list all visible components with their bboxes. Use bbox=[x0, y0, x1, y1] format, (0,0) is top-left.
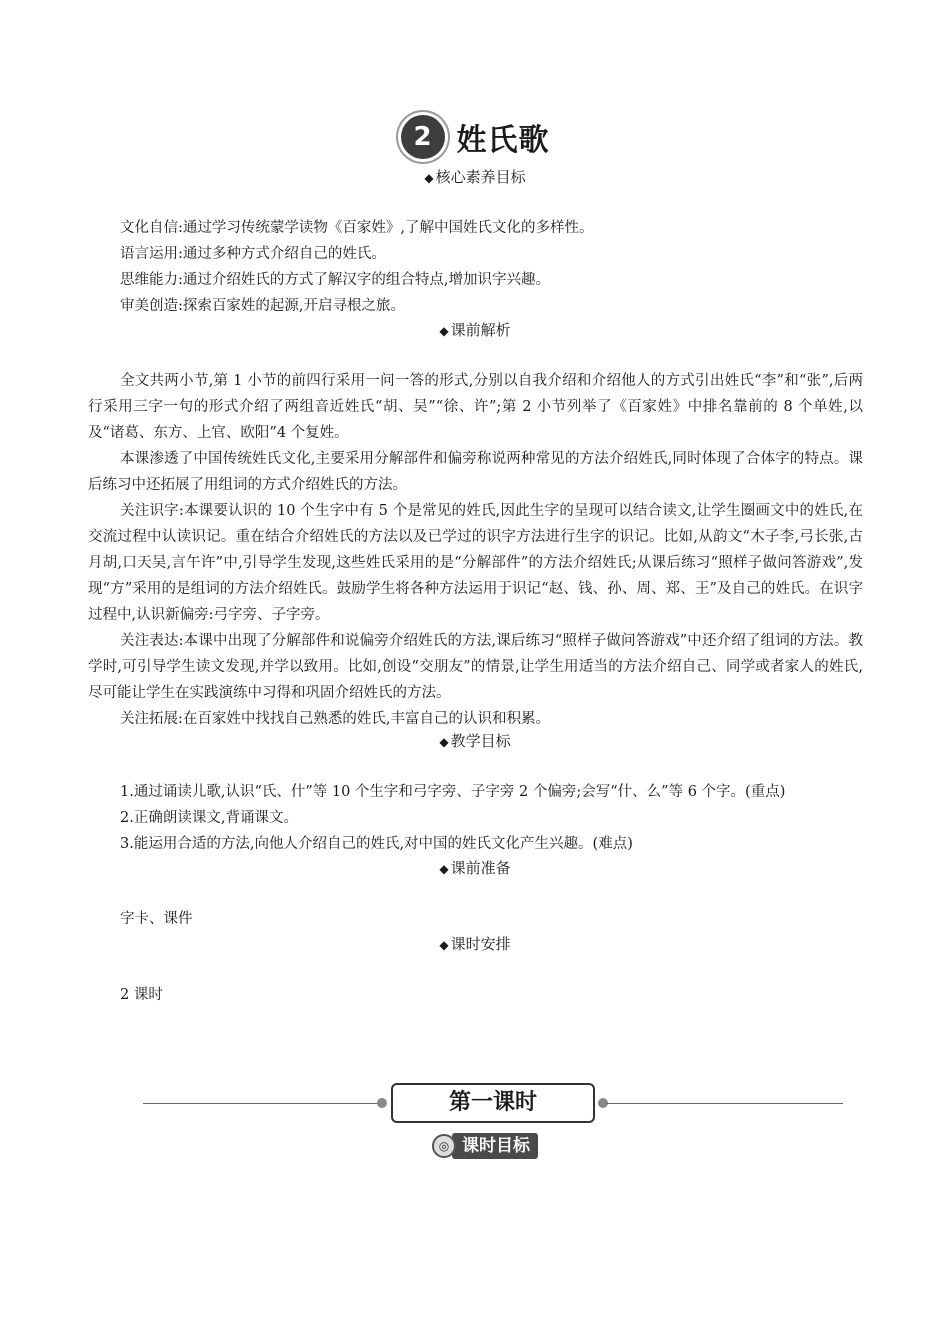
section-heading-core: ◆ 核心素养目标 bbox=[424, 168, 526, 186]
lesson-divider bbox=[143, 1083, 843, 1123]
target-icon: ◎ bbox=[432, 1134, 456, 1158]
core-item: 语言运用:通过多种方式介绍自己的姓氏。 bbox=[120, 246, 386, 262]
diamond-icon: ◆ bbox=[439, 324, 449, 338]
diamond-icon: ◆ bbox=[439, 735, 449, 749]
lesson-number-badge: 2 bbox=[401, 115, 445, 159]
analysis-block bbox=[88, 368, 863, 732]
lesson-goal-label: 课时目标 bbox=[452, 1133, 538, 1159]
divider-dot-left bbox=[377, 1098, 387, 1108]
lesson-period-title: 第一课时 bbox=[391, 1083, 595, 1123]
goal-item: 2.正确朗读课文,背诵课文。 bbox=[120, 810, 298, 826]
section-heading-prep: ◆ 课前准备 bbox=[439, 859, 511, 877]
analysis-paragraph: 关注表达:本课中出现了分解部件和说偏旁介绍姓氏的方法,课后练习“照样子做问答游戏”中还介绍了组词的方法。教学时,可引导学生读文发现,并学以致用。比如,创设“交朋友”的情景,让学生用适当的方法介绍自己、同学或者家人的姓氏,尽可能让学生在实践演练中习得和巩固介绍姓氏的方法。 bbox=[88, 633, 863, 701]
goal-item: 1.通过诵读儿歌,认识“氏、什”等 10 个生字和弓字旁、子字旁 2 个偏旁;会写“什、么”等 6 个字。(重点) bbox=[120, 784, 786, 800]
analysis-paragraph: 关注识字:本课要认识的 10 个生字中有 5 个是常见的姓氏,因此生字的呈现可以结合读文,让学生圈画文中的姓氏,在交流过程中认读识记。重在结合介绍姓氏的方法以及已学过的识字方法进行生字的识记。比如,从韵文“木子李,弓长张,古月胡,口天吴,言午许”中,引导学生发现,这些姓氏采用的是“分解部件”的方法介绍姓氏;从课后练习“照样子做问答游戏”,发现“方”采用的是组词的方法介绍姓氏。鼓励学生将各种方法运用于识记“赵、钱、孙、周、郑、王”及自己的姓氏。在识字过程中,认识新偏旁:弓字旁、子字旁。 bbox=[88, 503, 863, 623]
schedule-block bbox=[88, 982, 863, 1008]
diamond-icon: ◆ bbox=[439, 862, 449, 876]
core-item: 思维能力:通过介绍姓氏的方式了解汉字的组合特点,增加识字兴趣。 bbox=[120, 272, 550, 288]
goal-item: 3.能运用合适的方法,向他人介绍自己的姓氏,对中国的姓氏文化产生兴趣。(难点) bbox=[120, 836, 633, 852]
lesson-title bbox=[0, 115, 950, 159]
analysis-paragraph: 全文共两小节,第 1 小节的前四行采用一问一答的形式,分别以自我介绍和介绍他人的方式引出姓氏“李”和“张”,后两行采用三字一句的形式介绍了两组音近姓氏“胡、吴”“徐、许”;第 2 小节列举了《百家姓》中排名靠前的 8 个单姓,以及“诸葛、东方、上官、欧阳”4 个复姓。 bbox=[88, 373, 863, 441]
divider-line-right bbox=[606, 1103, 843, 1104]
prep-block bbox=[88, 906, 863, 932]
lesson-goal-tag bbox=[432, 1133, 538, 1159]
analysis-paragraph: 关注拓展:在百家姓中找找自己熟悉的姓氏,丰富自己的认识和积累。 bbox=[120, 711, 550, 727]
diamond-icon: ◆ bbox=[424, 171, 434, 185]
lesson-title-text: 姓氏歌 bbox=[456, 123, 550, 158]
section-heading-analysis: ◆ 课前解析 bbox=[439, 321, 511, 339]
core-goals-list bbox=[88, 215, 863, 319]
diamond-icon: ◆ bbox=[439, 938, 449, 952]
prep-text: 字卡、课件 bbox=[120, 911, 193, 927]
core-item: 文化自信:通过学习传统蒙学读物《百家姓》,了解中国姓氏文化的多样性。 bbox=[120, 220, 594, 236]
analysis-paragraph: 本课渗透了中国传统姓氏文化,主要采用分解部件和偏旁称说两种常见的方法介绍姓氏,同时体现了合体字的特点。课后练习中还拓展了用组词的方式介绍姓氏的方法。 bbox=[88, 451, 863, 493]
section-heading-goals: ◆ 教学目标 bbox=[439, 732, 511, 750]
schedule-text: 2 课时 bbox=[120, 987, 163, 1003]
section-heading-schedule: ◆ 课时安排 bbox=[439, 935, 511, 953]
core-item: 审美创造:探索百家姓的起源,开启寻根之旅。 bbox=[120, 298, 405, 314]
teaching-goals-list bbox=[88, 779, 863, 857]
divider-line-left bbox=[143, 1103, 379, 1104]
